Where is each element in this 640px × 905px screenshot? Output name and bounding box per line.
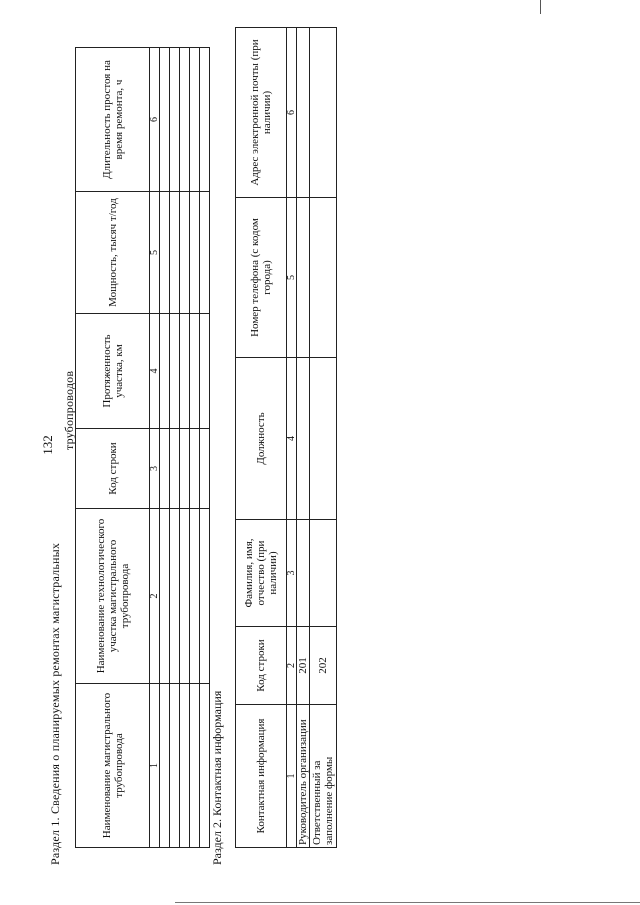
column-number: 1 [287, 705, 297, 848]
empty-cell[interactable] [170, 314, 180, 429]
header-cell: Должность [236, 358, 287, 520]
column-number: 4 [150, 314, 160, 429]
column-number-row [287, 28, 297, 848]
column-number: 2 [287, 627, 297, 705]
row-code: 202 [310, 627, 337, 705]
header-cell: Контактная информация [236, 705, 287, 848]
empty-cell[interactable] [160, 509, 170, 684]
empty-cell[interactable] [170, 429, 180, 509]
empty-cell[interactable] [297, 358, 310, 520]
empty-cell[interactable] [170, 192, 180, 314]
empty-cell[interactable] [190, 48, 200, 192]
empty-cell[interactable] [310, 358, 337, 520]
empty-cell[interactable] [160, 48, 170, 192]
empty-cell[interactable] [190, 684, 200, 848]
column-number: 4 [287, 358, 297, 520]
header-cell: Фамилия, имя, отчество (при наличии) [236, 520, 287, 627]
empty-cell[interactable] [170, 48, 180, 192]
empty-cell[interactable] [180, 509, 190, 684]
header-cell: Код строки [76, 429, 150, 509]
header-cell: Мощность, тысяч т/год [76, 192, 150, 314]
column-number: 2 [150, 509, 160, 684]
header-cell: Номер телефона (с кодом города) [236, 198, 287, 358]
column-number: 6 [287, 28, 297, 198]
empty-cell[interactable] [190, 314, 200, 429]
empty-cell[interactable] [180, 429, 190, 509]
section2-title: Раздел 2. Контактная информация [210, 690, 224, 865]
section1-title-line2: трубопроводов [62, 370, 76, 450]
table-row [160, 48, 170, 848]
empty-cell[interactable] [160, 314, 170, 429]
empty-cell[interactable] [200, 48, 210, 192]
empty-cell[interactable] [190, 429, 200, 509]
empty-cell[interactable] [180, 684, 190, 848]
planned-repairs-table [75, 47, 210, 848]
empty-cell[interactable] [297, 28, 310, 198]
table-header-row [76, 48, 150, 848]
row-code: 201 [297, 627, 310, 705]
rotated-content [40, 35, 600, 865]
empty-cell[interactable] [200, 509, 210, 684]
section1-title-line1: Раздел 1. Сведения о планируемых ремонтах магистральных [48, 542, 62, 865]
column-number: 5 [150, 192, 160, 314]
empty-cell[interactable] [310, 198, 337, 358]
column-number-row [150, 48, 160, 848]
header-cell: Код строки [236, 627, 287, 705]
scan-edge-mark-bottom [175, 902, 640, 903]
empty-cell[interactable] [160, 429, 170, 509]
table-row [180, 48, 190, 848]
empty-cell[interactable] [190, 509, 200, 684]
empty-cell[interactable] [200, 192, 210, 314]
section1-title [48, 165, 76, 865]
header-cell: Адрес электронной почты (при наличии) [236, 28, 287, 198]
row-label: Ответственный за заполнение формы [310, 705, 337, 848]
scan-edge-mark-top [540, 0, 541, 14]
column-number: 1 [150, 684, 160, 848]
empty-cell[interactable] [297, 520, 310, 627]
empty-cell[interactable] [170, 509, 180, 684]
table-header-row [236, 28, 287, 848]
empty-cell[interactable] [200, 684, 210, 848]
column-number: 3 [287, 520, 297, 627]
empty-cell[interactable] [190, 192, 200, 314]
empty-cell[interactable] [310, 28, 337, 198]
column-number: 6 [150, 48, 160, 192]
empty-cell[interactable] [200, 429, 210, 509]
empty-cell[interactable] [160, 684, 170, 848]
empty-cell[interactable] [160, 192, 170, 314]
empty-cell[interactable] [297, 198, 310, 358]
column-number: 3 [150, 429, 160, 509]
table-row [297, 28, 310, 848]
row-label: Руководитель организации [297, 705, 310, 848]
header-cell: Наименование технологического участка магистрального трубопровода [76, 509, 150, 684]
empty-cell[interactable] [180, 48, 190, 192]
table-row [200, 48, 210, 848]
table-row [310, 28, 337, 848]
header-cell: Наименование магистрального трубопровода [76, 684, 150, 848]
contact-info-table [235, 27, 337, 848]
empty-cell[interactable] [170, 684, 180, 848]
empty-cell[interactable] [180, 192, 190, 314]
page-number: 132 [40, 435, 55, 455]
table-row [170, 48, 180, 848]
header-cell: Длительность простоя на время ремонта, ч [76, 48, 150, 192]
column-number: 5 [287, 198, 297, 358]
header-cell: Протяженность участка, км [76, 314, 150, 429]
empty-cell[interactable] [310, 520, 337, 627]
empty-cell[interactable] [180, 314, 190, 429]
table-row [190, 48, 200, 848]
empty-cell[interactable] [200, 314, 210, 429]
